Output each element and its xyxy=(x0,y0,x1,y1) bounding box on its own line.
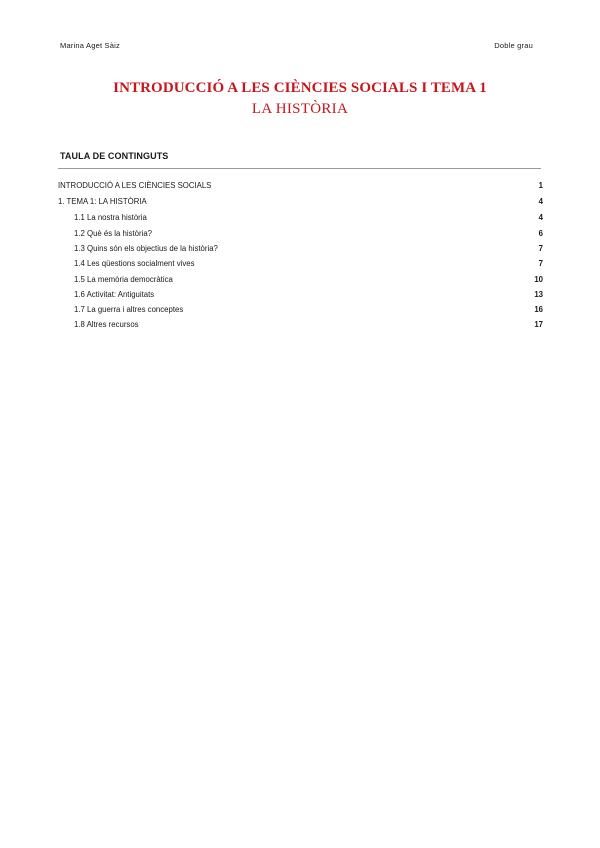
document-title xyxy=(0,79,600,118)
header-course: Doble grau xyxy=(494,41,533,50)
toc-entry[interactable] xyxy=(58,302,543,317)
toc-entry-label: 1.2 Què és la història? xyxy=(74,228,153,238)
toc-entry-label: 1.4 Les qüestions socialment vives xyxy=(74,259,195,269)
toc-entry-page: 10 xyxy=(534,274,543,284)
toc-entry[interactable] xyxy=(58,194,543,209)
toc-entry-label: 1.1 La nostra història xyxy=(74,213,147,223)
toc-list xyxy=(58,178,543,333)
toc-entry[interactable] xyxy=(58,256,543,271)
toc-entry[interactable] xyxy=(58,226,543,241)
toc-entry-page: 13 xyxy=(534,289,543,299)
toc-entry-page: 4 xyxy=(538,197,543,207)
toc-entry-label: 1.7 La guerra i altres conceptes xyxy=(74,305,184,315)
toc-entry-label: 1. TEMA 1: LA HISTÒRIA xyxy=(58,197,147,207)
toc-entry-page: 4 xyxy=(538,213,543,223)
toc-entry-page: 17 xyxy=(534,320,543,330)
toc-heading: TAULA DE CONTINGUTS xyxy=(60,151,169,161)
toc-entry[interactable] xyxy=(58,210,543,225)
toc-entry[interactable] xyxy=(58,272,543,287)
toc-entry-page: 7 xyxy=(538,243,543,253)
toc-entry-page: 16 xyxy=(534,305,543,315)
toc-entry[interactable] xyxy=(58,178,543,193)
toc-entry-page: 7 xyxy=(538,259,543,269)
toc-entry-label: 1.6 Activitat: Antiguitats xyxy=(74,289,155,299)
toc-entry[interactable] xyxy=(58,241,543,256)
toc-entry-label: 1.3 Quins són els objectius de la història? xyxy=(74,243,218,253)
toc-entry[interactable] xyxy=(58,287,543,302)
toc-entry[interactable] xyxy=(58,317,543,332)
toc-entry-label: INTRODUCCIÓ A LES CIÈNCIES SOCIALS xyxy=(58,181,212,190)
toc-entry-label: 1.5 La memòria democràtica xyxy=(74,274,173,284)
header-author: Marina Aget Sàiz xyxy=(60,41,120,50)
toc-entry-page: 6 xyxy=(538,228,543,238)
toc-divider xyxy=(58,168,541,169)
title-subtitle: LA HISTÒRIA xyxy=(251,101,349,117)
title-main: INTRODUCCIÓ A LES CIÈNCIES SOCIALS I TEMA 1 xyxy=(113,80,487,96)
toc-entry-label: 1.8 Altres recursos xyxy=(74,320,139,330)
toc-entry-page: 1 xyxy=(538,181,543,190)
